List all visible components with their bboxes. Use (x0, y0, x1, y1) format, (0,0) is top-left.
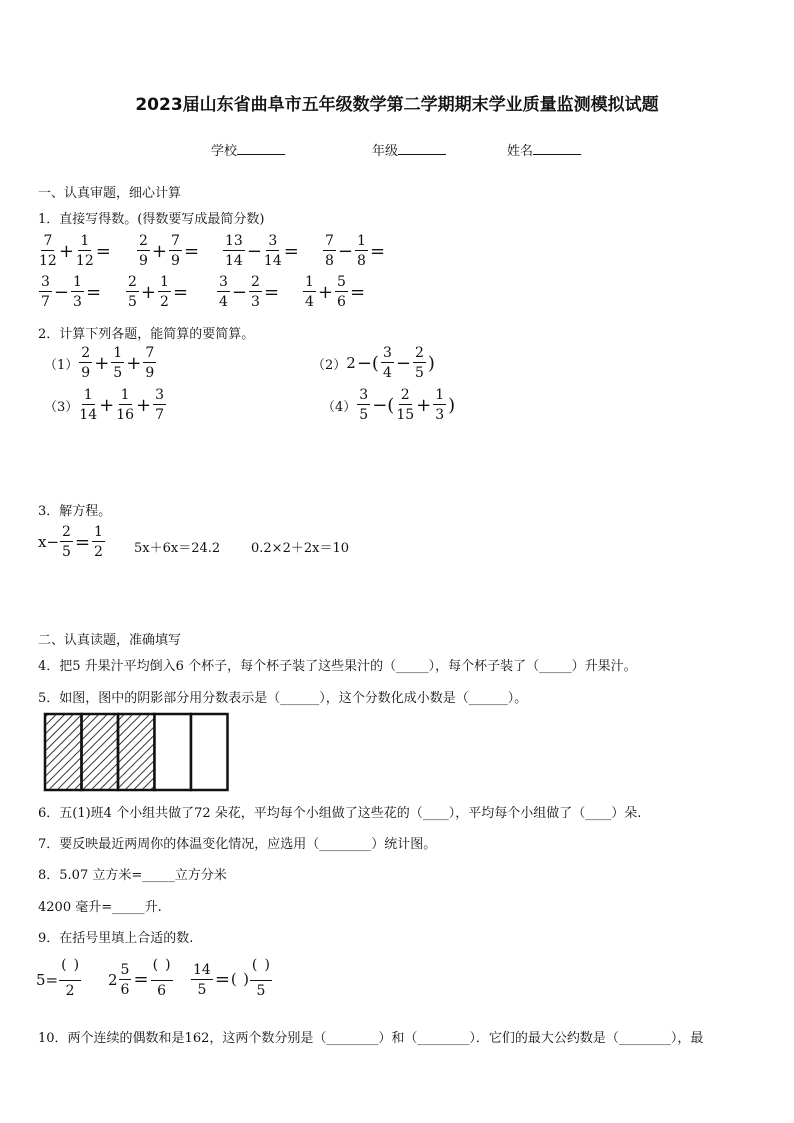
question-2: 2．计算下列各题，能简算的要简算。 (38, 327, 255, 342)
question-9: 9．在括号里填上合适的数. (38, 931, 194, 946)
question-7: 7．要反映最近两周你的体温变化情况，应选用（________）统计图。 (38, 837, 437, 852)
q2-expr-3: （3） $\frac{1}{14}$ + $\frac{1}{16}$ + $\frac{3}{7}$ (44, 387, 165, 423)
answer-blank[interactable] (231, 973, 249, 987)
q9-problem-3: $\frac{14}{5}$ = ( ) ( ) 5 (190, 961, 273, 998)
question-4: 4．把5 升果汁平均倒入6 个杯子，每个杯子装了这些果汁的（_____），每个杯子装了（_____）升果汁。 (38, 659, 637, 674)
section-2-heading: 二、认真读题，准确填写 (38, 633, 182, 648)
answer-blank[interactable] (61, 961, 79, 975)
q1-item-6: $\frac{2}{5}$ + $\frac{1}{2}$ = (128, 274, 189, 310)
grade-blank (398, 142, 446, 155)
school-blank (237, 142, 285, 155)
q1-item-4: $\frac{7}{8}$ − $\frac{1}{8}$ = (325, 233, 386, 269)
question-8-part-2: 4200 毫升=_____升. (38, 900, 162, 915)
q1-item-5: $\frac{3}{7}$ − $\frac{1}{3}$ = (41, 274, 102, 310)
name-label: 姓名 (507, 144, 534, 159)
unshaded-part (191, 714, 228, 790)
q5-shaded-rectangle-figure (42, 711, 232, 793)
school-label: 学校 (211, 144, 238, 159)
q9-problem-1: 5= ( ) 2 (36, 961, 82, 998)
q1-item-8: $\frac{1}{4}$ + $\frac{5}{6}$ = (305, 274, 366, 310)
shaded-part (45, 714, 82, 790)
name-field (507, 140, 581, 159)
question-1: 1．直接写得数。(得数要写成最简分数) (38, 212, 265, 227)
name-blank (533, 142, 581, 155)
q1-item-7: $\frac{3}{4}$ − $\frac{2}{3}$ = (219, 274, 280, 310)
q3-equation-1: x− $\frac{2}{5}$ = $\frac{1}{2}$ (38, 524, 103, 560)
q3-equation-3: 0.2×2＋2x＝10 (251, 541, 349, 556)
school-field (211, 140, 285, 159)
q2-expr-2: （2） 2 −( $\frac{3}{4}$ − $\frac{2}{5}$ ) (312, 345, 435, 381)
question-3: 3．解方程。 (38, 504, 112, 519)
q1-item-3: $\frac{13}{14}$ − $\frac{3}{14}$ = (225, 233, 299, 269)
question-6: 6．五(1)班4 个小组共做了72 朵花，平均每个小组做了这些花的（____），平均每个小组做了（____）朵. (38, 806, 642, 821)
q1-item-2: $\frac{2}{9}$ + $\frac{7}{9}$ = (139, 233, 200, 269)
grade-label: 年级 (372, 144, 399, 159)
q9-problem-2: 2 $\frac{5}{6}$ = ( ) 6 (108, 961, 174, 998)
section-1-heading: 一、认真审题，细心计算 (38, 186, 182, 201)
question-5: 5．如图，图中的阴影部分用分数表示是（______），这个分数化成小数是（______）。 (38, 691, 528, 706)
shaded-part (118, 714, 155, 790)
question-10: 10．两个连续的偶数和是162，这两个数分别是（________）和（________）．它们的最大公约数是（________），最 (38, 1031, 704, 1046)
q2-expr-1: （1） $\frac{2}{9}$ + $\frac{1}{5}$ + $\frac{7}{9}$ (44, 345, 155, 381)
page-title: 2023届山东省曲阜市五年级数学第二学期期末学业质量监测模拟试题 (135, 95, 659, 115)
shaded-part (82, 714, 119, 790)
q1-item-1: $\frac{7}{12}$ + $\frac{1}{12}$ = (39, 233, 111, 269)
answer-blank[interactable] (153, 961, 171, 975)
unshaded-part (155, 714, 192, 790)
question-8: 8．5.07 立方米=_____立方分米 (38, 868, 227, 883)
grade-field (372, 140, 446, 159)
q2-expr-4: （4） $\frac{3}{5}$ −( $\frac{2}{15}$ + $\frac{1}{3}$ ) (322, 387, 456, 423)
answer-blank[interactable] (252, 961, 270, 975)
q3-equation-2: 5x＋6x＝24.2 (134, 541, 221, 556)
